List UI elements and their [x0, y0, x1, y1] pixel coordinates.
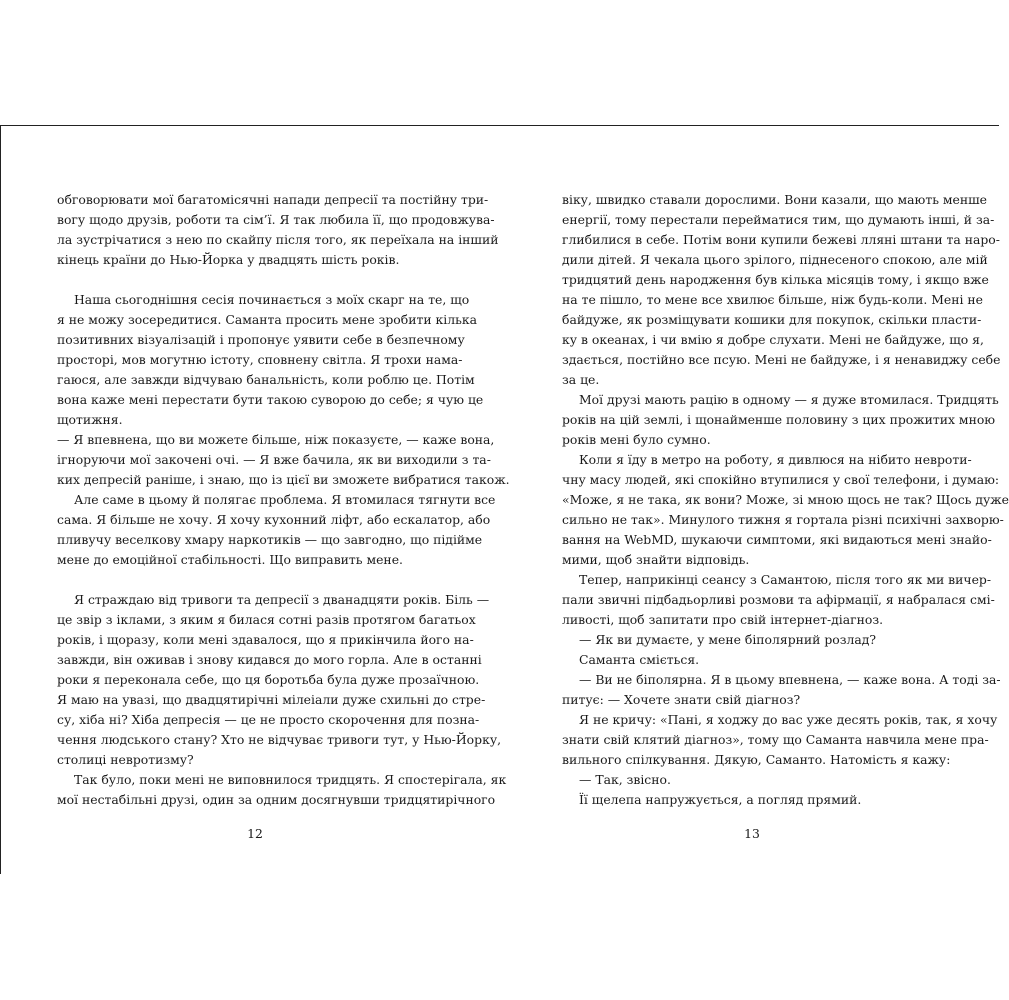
text-line: здається, постійно все псую. Мені не байдуже, і я ненавиджу себе — [562, 352, 1001, 367]
text-line: ігноруючи мої закочені очі. — Я вже бачила, як ви виходили з та- — [57, 452, 491, 467]
text-line: ких депресій раніше, і знаю, що із цієї ви зможете вибратися також. — [57, 472, 510, 487]
text-line: байдуже, як розміщувати кошики для покупок, скільки пласти- — [562, 312, 982, 327]
text-line: пливучу веселкову хмару наркотиків — що завгодно, що підійме — [57, 532, 483, 547]
text-line: Але саме в цьому й полягає проблема. Я втомилася тягнути все — [74, 492, 496, 507]
text-line: обговорювати мої багатомісячні напади депресії та постійну три- — [57, 192, 489, 207]
page-number-right: 13 — [744, 826, 760, 841]
text-line: мене до емоційної стабільності. Що виправить мене. — [57, 552, 403, 567]
text-line: за це. — [562, 372, 600, 387]
text-line: — Я впевнена, що ви можете більше, ніж показуєте, — каже вона, — [57, 432, 495, 447]
text-line: знати свій клятий діагноз», тому що Саманта навчила мене пра- — [562, 732, 989, 747]
text-line: пали звичні підбадьорливі розмови та афірмації, я набралася смі- — [562, 592, 995, 607]
text-line: просторі, мов могутню істоту, сповнену світла. Я трохи нама- — [57, 352, 463, 367]
left-page-text — [57, 190, 510, 810]
text-line: Так було, поки мені не виповнилося тридцять. Я спостерігала, як — [74, 772, 507, 787]
text-line: Її щелепа напружується, а погляд прямий. — [579, 792, 862, 807]
text-line: сама. Я більше не хочу. Я хочу кухонний ліфт, або ескалатор, або — [57, 512, 491, 527]
text-line: віку, швидко ставали дорослими. Вони казали, що мають менше — [562, 192, 987, 207]
text-line: Саманта сміється. — [579, 652, 700, 667]
text-line: це звір з іклами, з яким я билася сотні разів протягом багатьох — [57, 612, 476, 627]
text-line: на те пішло, то мене все хвилює більше, ніж будь-коли. Мені не — [562, 292, 983, 307]
text-line: роки я переконала себе, що ця боротьба була дуже прозаїчною. — [57, 672, 480, 687]
text-line: енергії, тому перестали перейматися тим, що думають інші, й за- — [562, 212, 995, 227]
text-line: років, і щоразу, коли мені здавалося, що я прикінчила його на- — [57, 632, 474, 647]
text-line: вання на WebMD, шукаючи симптоми, які видаються мені знайо- — [562, 532, 992, 547]
text-line: столиці невротизму? — [57, 752, 194, 767]
text-line: позитивних візуалізацій і пропонує уявити себе в безпечному — [57, 332, 465, 347]
text-line: су, хіба ні? Хіба депресія — це не просто скорочення для позна- — [57, 712, 480, 727]
text-line: мими, щоб знайти відповідь. — [562, 552, 750, 567]
text-line: вильного спілкування. Дякую, Саманто. Натомість я кажу: — [562, 752, 951, 767]
text-line: глибилися в себе. Потім вони купили бежеві лляні штани та наро- — [562, 232, 1000, 247]
text-line: завжди, він оживав і знову кидався до мого горла. Але в останні — [57, 652, 482, 667]
text-line: Коли я їду в метро на роботу, я дивлюся на нібито невроти- — [579, 452, 972, 467]
text-line: тридцятий день народження був кілька місяців тому, і якщо вже — [562, 272, 989, 287]
text-line: ливості, щоб запитати про свій інтернет-діагноз. — [562, 612, 884, 627]
text-line: сильно не так». Минулого тижня я гортала різні психічні захворю- — [562, 512, 1004, 527]
text-line: щотижня. — [57, 412, 123, 427]
text-line: Я маю на увазі, що двадцятирічні мілеіали дуже схильні до стре- — [57, 692, 486, 707]
text-line: років мені було сумно. — [562, 432, 711, 447]
text-line: ла зустрічатися з нею по скайпу після того, як переїхала на інший — [57, 232, 499, 247]
text-line: я не можу зосередитися. Саманта просить мене зробити кілька — [57, 312, 477, 327]
text-line: — Так, звісно. — [579, 772, 671, 787]
text-line: мої нестабільні друзі, один за одним досягнувши тридцятирічного — [57, 792, 496, 807]
text-line: Наша сьогоднішня сесія починається з моїх скарг на те, що — [74, 292, 470, 307]
text-line: ку в океанах, і чи вмію я добре слухати. Мені не байдуже, що я, — [562, 332, 984, 347]
text-line: Мої друзі мають рацію в одному — я дуже втомилася. Тридцять — [579, 392, 999, 407]
text-line: — Як ви думаєте, у мене біполярний розлад? — [579, 632, 877, 647]
text-line: Я не кричу: «Пані, я ходжу до вас уже десять років, так, я хочу — [579, 712, 998, 727]
text-line: чення людського стану? Хто не відчуває тривоги тут, у Нью-Йорку, — [57, 732, 502, 747]
text-line: Я страждаю від тривоги та депресії з дванадцяти років. Біль — — [74, 592, 490, 607]
text-line: дили дітей. Я чекала цього зрілого, піднесеного спокою, але мій — [562, 252, 988, 267]
right-page-text — [562, 190, 1009, 810]
text-line: вогу щодо друзів, роботи та сім’ї. Я так любила її, що продовжува- — [57, 212, 495, 227]
page-number-left: 12 — [247, 826, 263, 841]
text-line: Тепер, наприкінці сеансу з Самантою, після того як ми вичер- — [579, 572, 992, 587]
text-line: гаюся, але завжди відчуваю банальність, коли роблю це. Потім — [57, 372, 475, 387]
text-line: питує: — Хочете знати свій діагноз? — [562, 692, 801, 707]
text-line: — Ви не біполярна. Я в цьому впевнена, — каже вона. А тоді за- — [579, 672, 1001, 687]
text-line: кінець країни до Нью-Йорка у двадцять шість років. — [57, 252, 400, 267]
text-line: чну масу людей, які спокійно втупилися у свої телефони, і думаю: — [562, 472, 1000, 487]
text-line: «Може, я не така, як вони? Може, зі мною щось не так? Щось дуже — [562, 492, 1009, 507]
text-line: вона каже мені перестати бути такою суворою до себе; я чую це — [57, 392, 484, 407]
text-line: років на цій землі, і щонайменше половину з цих прожитих мною — [562, 412, 996, 427]
